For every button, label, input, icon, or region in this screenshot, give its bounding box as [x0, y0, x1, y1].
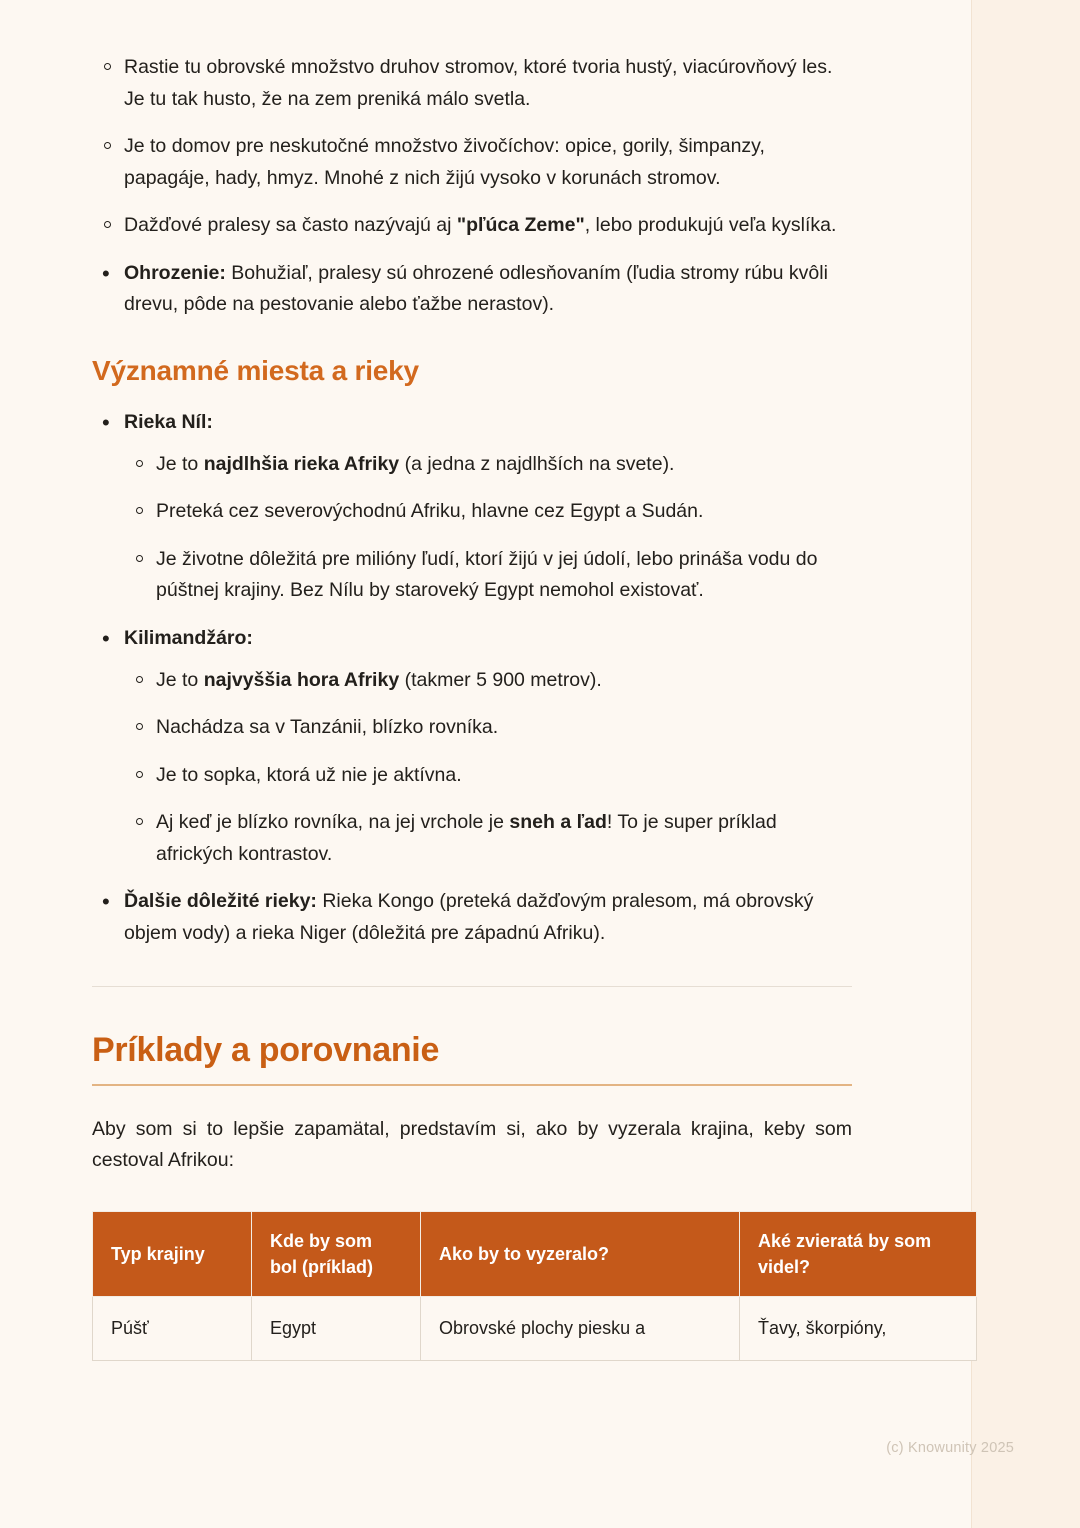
kilimanjaro-sublist — [124, 665, 852, 871]
table-head — [93, 1211, 977, 1296]
table-row — [93, 1296, 977, 1360]
text: Je to — [156, 452, 204, 475]
text: Aj keď je blízko rovníka, na jej vrchole je — [156, 811, 510, 834]
table-header-cell: Ako by to vyzeralo? — [421, 1211, 740, 1296]
list-item — [124, 807, 852, 870]
table-body — [93, 1296, 977, 1360]
list-item-text: Dažďové pralesy sa často nazývajú aj — [124, 214, 457, 237]
threat-list — [92, 258, 852, 321]
list-item-text: Je to domov pre neskutočné množstvo živočíchov: opice, gorily, šimpanzy, papagáje, hady, hmyz. Mnohé z nich žijú vysoko v korunách stromov. — [124, 135, 765, 189]
other-rivers-text: Rieka Kongo (preteká dažďovým pralesom, má obrovský objem vody) a rieka Niger (dôležitá pre západnú Afriku). — [124, 890, 814, 944]
table-header-row — [93, 1211, 977, 1296]
other-rivers-label: Ďalšie dôležité rieky: — [124, 890, 317, 913]
kilimanjaro-title: Kilimandžáro: — [124, 626, 253, 649]
text: Preteká cez severovýchodnú Afriku, hlavne cez Egypt a Sudán. — [156, 500, 704, 523]
list-item-nile — [92, 407, 852, 607]
list-item — [92, 210, 852, 242]
list-item — [124, 665, 852, 697]
list-item — [124, 544, 852, 607]
list-item — [124, 760, 852, 792]
table-cell: Obrovské plochy piesku a — [421, 1296, 740, 1360]
nile-sublist — [124, 449, 852, 607]
nile-title: Rieka Níl: — [124, 411, 213, 434]
list-item-kilimanjaro — [92, 623, 852, 870]
text-tail: (takmer 5 900 metrov). — [399, 668, 602, 691]
text: Je to — [156, 668, 204, 691]
text-emphasis: sneh a ľad — [509, 811, 607, 834]
comparison-table — [92, 1211, 977, 1361]
list-item — [92, 131, 852, 194]
document-content — [92, 0, 932, 1361]
list-item — [124, 712, 852, 744]
list-item — [124, 449, 852, 481]
table-cell: Púšť — [93, 1296, 252, 1360]
examples-intro: Aby som si to lepšie zapamätal, predstavím si, ako by vyzerala krajina, keby som cestoval Afrikou: — [92, 1117, 852, 1172]
table-header-cell: Typ krajiny — [93, 1211, 252, 1296]
section-divider — [92, 986, 852, 987]
page-margin-strip — [971, 0, 1080, 1528]
list-item-other-rivers — [92, 886, 852, 949]
places-list — [92, 407, 852, 950]
watermark: (c) Knowunity 2025 — [886, 1440, 1014, 1456]
list-item-emphasis: "pľúca Zeme" — [456, 214, 585, 237]
table-cell: Egypt — [252, 1296, 421, 1360]
list-item-text-tail: , lebo produkujú veľa kyslíka. — [584, 214, 837, 237]
text-emphasis: najdlhšia rieka Afriky — [203, 452, 400, 475]
text-tail: ! To je super príklad afrických kontrastov. — [156, 811, 777, 865]
list-item-text: Rastie tu obrovské množstvo druhov stromov, ktoré tvoria hustý, viacúrovňový les. Je tu tak husto, že na zem preniká málo svetla. — [124, 56, 833, 110]
section-heading-places: Významné miesta a rieky — [92, 355, 419, 387]
heading-underline — [92, 1084, 852, 1086]
table-cell: Ťavy, škorpióny, — [740, 1296, 977, 1360]
text-tail: (a jedna z najdlhších na svete). — [399, 452, 675, 475]
list-item — [92, 52, 852, 115]
table-header-cell: Aké zvieratá by som videl? — [740, 1211, 977, 1296]
section-heading-examples: Príklady a porovnanie — [92, 1030, 440, 1069]
rainforest-sublist — [92, 52, 852, 242]
list-item — [124, 496, 852, 528]
threat-label: Ohrozenie: — [124, 261, 226, 284]
text: Je životne dôležitá pre milióny ľudí, ktorí žijú v jej údolí, lebo prináša vodu do púštnej krajiny. Bez Nílu by staroveký Egypt nemohol existovať. — [156, 547, 818, 602]
text-emphasis: najvyššia hora Afriky — [203, 668, 400, 691]
threat-text: Bohužiaľ, pralesy sú ohrozené odlesňovaním (ľudia stromy rúbu kvôli drevu, pôde na pestovanie alebo ťažbe nerastov). — [124, 261, 828, 316]
table-header-cell: Kde by som bol (príklad) — [252, 1211, 421, 1296]
text: Nachádza sa v Tanzánii, blízko rovníka. — [156, 716, 499, 739]
text: Je to sopka, ktorá už nie je aktívna. — [156, 763, 462, 786]
list-item-threat — [92, 258, 852, 321]
